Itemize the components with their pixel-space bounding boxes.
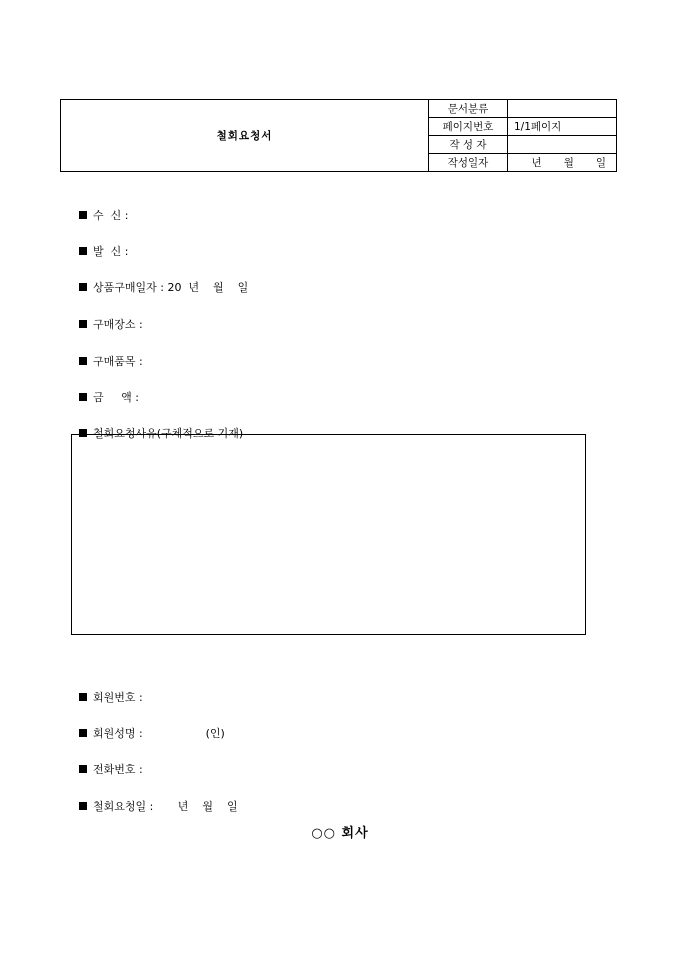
square-bullet-icon bbox=[79, 729, 87, 737]
doc-category-label: 문서분류 bbox=[429, 100, 508, 118]
square-bullet-icon bbox=[79, 247, 87, 255]
square-bullet-icon bbox=[79, 393, 87, 401]
purchase-date-label: 상품구매일자 : 20 년 월 일 bbox=[93, 281, 249, 294]
square-bullet-icon bbox=[79, 765, 87, 773]
company-name: ○○ 회사 bbox=[311, 826, 369, 841]
day-unit: 일 bbox=[595, 156, 606, 169]
phone-field bbox=[72, 749, 143, 777]
document-header-table bbox=[60, 99, 617, 172]
recipient-field bbox=[72, 195, 128, 223]
square-bullet-icon bbox=[79, 693, 87, 701]
member-name-label: 회원성명 : (인) bbox=[93, 727, 225, 740]
square-bullet-icon bbox=[79, 357, 87, 365]
amount-label: 금 액 : bbox=[93, 391, 139, 404]
member-number-field bbox=[72, 677, 143, 705]
purchase-date-field bbox=[72, 267, 248, 295]
square-bullet-icon bbox=[79, 320, 87, 328]
sender-label: 발 신 : bbox=[93, 245, 129, 258]
purchase-place-field bbox=[72, 304, 143, 332]
member-number-label: 회원번호 : bbox=[93, 691, 143, 704]
author-value bbox=[508, 136, 617, 154]
request-date-field bbox=[72, 786, 238, 814]
purchase-item-label: 구매품목 : bbox=[93, 355, 143, 368]
sender-field bbox=[72, 231, 128, 259]
request-date-label: 철회요청일 : 년 월 일 bbox=[93, 800, 238, 813]
square-bullet-icon bbox=[79, 283, 87, 291]
doc-category-value bbox=[508, 100, 617, 118]
phone-label: 전화번호 : bbox=[93, 763, 143, 776]
written-date-value bbox=[508, 154, 617, 172]
page-number-value: 1/1페이지 bbox=[508, 118, 617, 136]
square-bullet-icon bbox=[79, 802, 87, 810]
square-bullet-icon bbox=[79, 211, 87, 219]
reason-label: 철회요청사유(구체적으로 기재) bbox=[93, 427, 244, 440]
page-number-label: 페이지번호 bbox=[429, 118, 508, 136]
amount-field bbox=[72, 377, 139, 405]
recipient-label: 수 신 : bbox=[93, 209, 129, 222]
document-title: 철회요청서 bbox=[61, 100, 429, 172]
author-label: 작 성 자 bbox=[429, 136, 508, 154]
member-name-field bbox=[72, 713, 225, 741]
month-unit: 월 bbox=[563, 156, 574, 169]
purchase-place-label: 구매장소 : bbox=[93, 318, 143, 331]
year-unit: 년 bbox=[531, 156, 542, 169]
reason-input-box[interactable] bbox=[71, 434, 586, 635]
written-date-label: 작성일자 bbox=[429, 154, 508, 172]
purchase-item-field bbox=[72, 341, 143, 369]
